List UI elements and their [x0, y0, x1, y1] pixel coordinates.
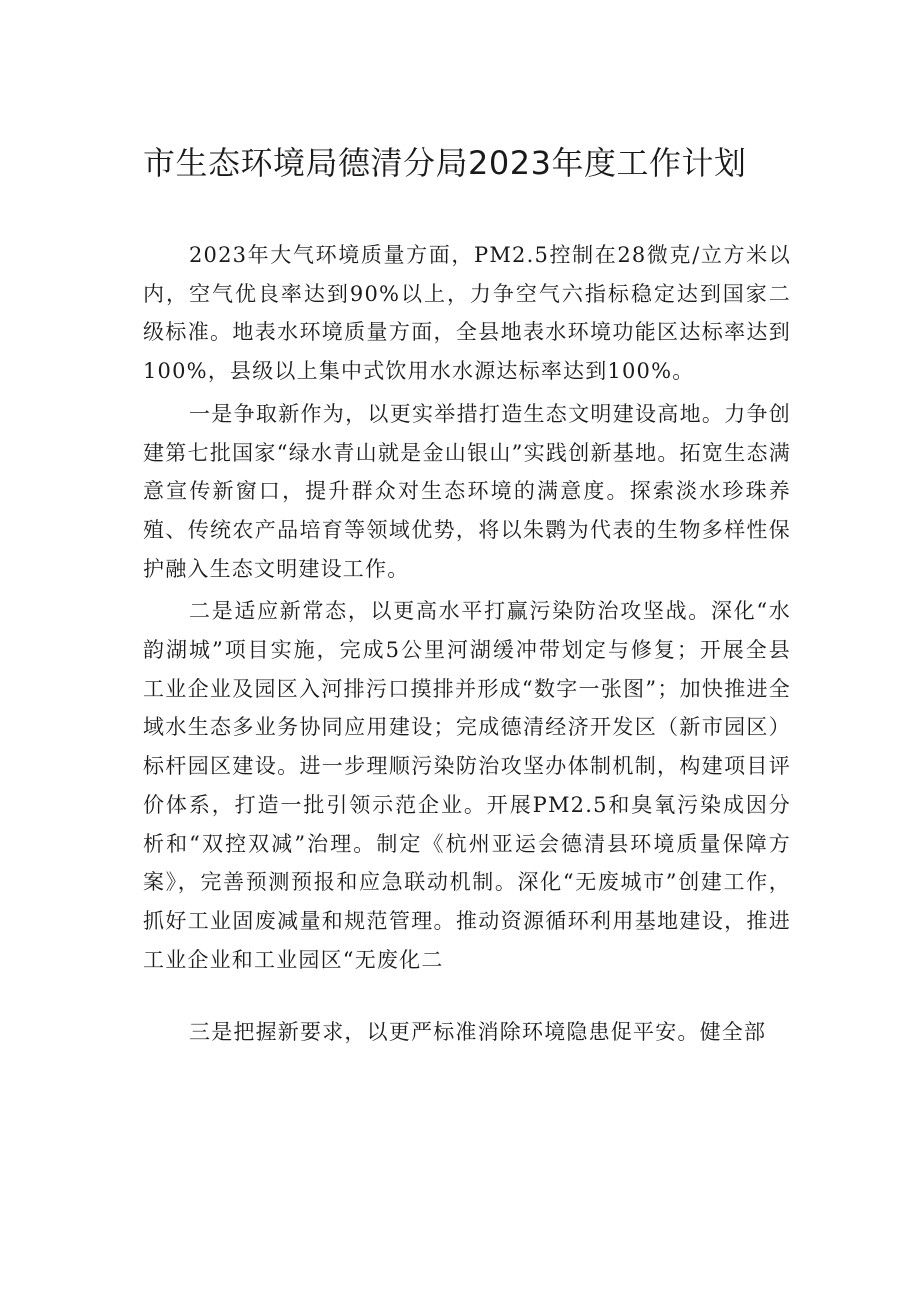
- paragraph-ecological-civilization: 一是争取新作为，以更实举措打造生态文明建设高地。力争创建第七批国家“绿水青山就是金山银山”实践创新基地。拓宽生态满意宣传新窗口，提升群众对生态环境的满意度。探索淡水珍珠养殖、传统农产品培育等领域优势，将以朱鹮为代表的生物多样性保护融入生态文明建设工作。: [143, 401, 791, 581]
- document-title: 市生态环境局德清分局2023年度工作计划: [143, 144, 747, 182]
- paragraph-environmental-risk: 三是把握新要求，以更严标准消除环境隐患促平安。健全部: [189, 1020, 767, 1045]
- document-body: [143, 236, 791, 1052]
- paragraph-air-water-quality: 2023年大气环境质量方面，PM2.5控制在28微克/立方米以内，空气优良率达到90%以上，力争空气六指标稳定达到国家二级标准。地表水环境质量方面，全县地表水环境功能区达标率达到100%，县级以上集中式饮用水水源达标率达到100%。: [143, 243, 791, 384]
- paragraph-pollution-prevention: 二是适应新常态，以更高水平打赢污染防治攻坚战。深化“水韵湖城”项目实施，完成5公里河湖缓冲带划定与修复；开展全县工业企业及园区入河排污口摸排并形成“数字一张图”；加快推进全域水生态多业务协同应用建设；完成德清经济开发区（新市园区）标杆园区建设。进一步理顺污染防治攻坚办体制机制，构建项目评价体系，打造一批引领示范企业。开展PM2.5和臭氧污染成因分析和“双控双减”治理。制定《杭州亚运会德清县环境质量保障方案》，完善预测预报和应急联动机制。深化“无废城市”创建工作，抓好工业固废减量和规范管理。推动资源循环利用基地建设，推进工业企业和工业园区“无废化二: [143, 599, 791, 972]
